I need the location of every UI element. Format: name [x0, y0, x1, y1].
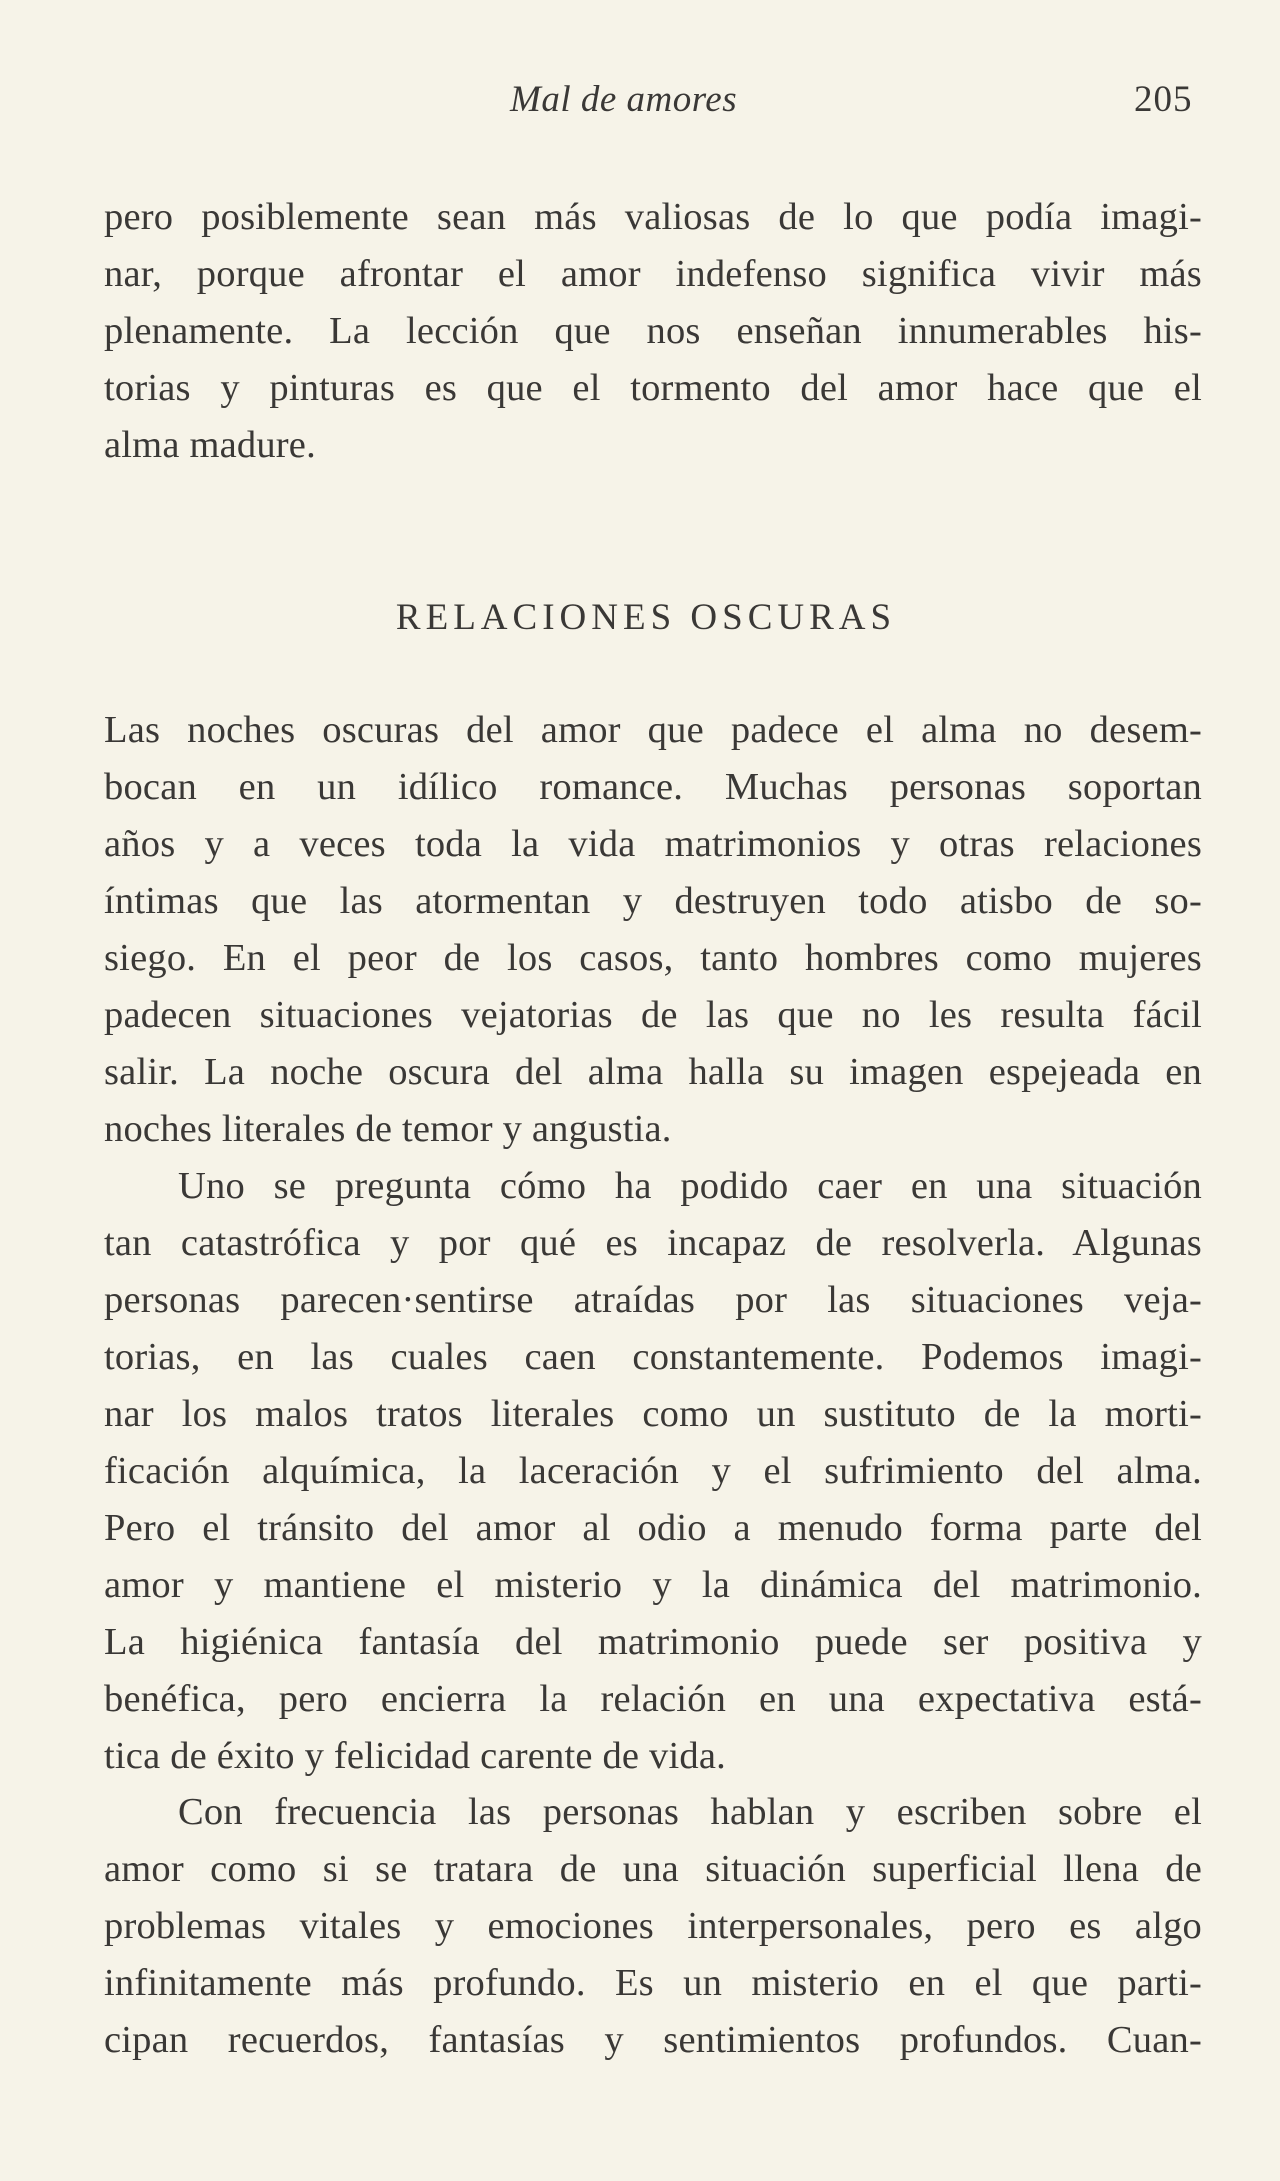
text-line: tica de éxito y felicidad carente de vida. [104, 1735, 726, 1777]
text-line: Con frecuencia las personas hablan y escriben sobre el [178, 1791, 1202, 1833]
text-line: tan catastrófica y por qué es incapaz de resolverla. Algunas [104, 1222, 1202, 1264]
text-line: torias y pinturas es que el tormento del amor hace que el [104, 367, 1202, 409]
text-line: amor como si se tratara de una situación superficial llena de [104, 1848, 1202, 1890]
paragraph-continuation [104, 189, 1202, 474]
paragraph [104, 1784, 1202, 2069]
text-line: padecen situaciones vejatorias de las que no les resulta fácil [104, 994, 1202, 1036]
text-line: Pero el tránsito del amor al odio a menudo forma parte del [104, 1507, 1202, 1549]
text-line: plenamente. La lección que nos enseñan innumerables his- [104, 310, 1202, 352]
text-line: problemas vitales y emociones interpersonales, pero es algo [104, 1905, 1202, 1947]
text-line: alma madure. [104, 424, 316, 466]
text-line: personas parecen·sentirse atraídas por las situaciones veja- [104, 1279, 1202, 1321]
text-line: Las noches oscuras del amor que padece el alma no desem- [104, 709, 1202, 751]
text-line: La higiénica fantasía del matrimonio puede ser positiva y [104, 1621, 1202, 1663]
text-line: torias, en las cuales caen constantemente. Podemos imagi- [104, 1336, 1202, 1378]
page-header [0, 70, 1280, 130]
text-line: benéfica, pero encierra la relación en una expectativa está- [104, 1678, 1202, 1720]
text-line: años y a veces toda la vida matrimonios y otras relaciones [104, 823, 1202, 865]
page-number: 205 [1134, 79, 1193, 120]
section-heading: RELACIONES OSCURAS [395, 597, 897, 638]
text-line: nar los malos tratos literales como un sustituto de la morti- [104, 1393, 1202, 1435]
text-line: amor y mantiene el misterio y la dinámica del matrimonio. [104, 1564, 1202, 1606]
text-line: íntimas que las atormentan y destruyen todo atisbo de so- [104, 880, 1202, 922]
text-line: nar, porque afrontar el amor indefenso significa vivir más [104, 253, 1202, 295]
text-line: salir. La noche oscura del alma halla su imagen espejeada en [104, 1051, 1202, 1093]
text-line: cipan recuerdos, fantasías y sentimientos profundos. Cuan- [104, 2019, 1202, 2061]
text-line: ficación alquímica, la laceración y el sufrimiento del alma. [104, 1450, 1202, 1492]
running-title: Mal de amores [510, 79, 738, 120]
text-line: Uno se pregunta cómo ha podido caer en una situación [178, 1165, 1202, 1207]
text-line: infinitamente más profundo. Es un misterio en el que parti- [104, 1962, 1202, 2004]
paragraph [104, 1158, 1202, 1785]
text-line: bocan en un idílico romance. Muchas personas soportan [104, 766, 1202, 808]
text-line: noches literales de temor y angustia. [104, 1108, 672, 1150]
text-line: siego. En el peor de los casos, tanto hombres como mujeres [104, 937, 1202, 979]
text-line: pero posiblemente sean más valiosas de lo que podía imagi- [104, 196, 1202, 238]
paragraph [104, 702, 1202, 1158]
